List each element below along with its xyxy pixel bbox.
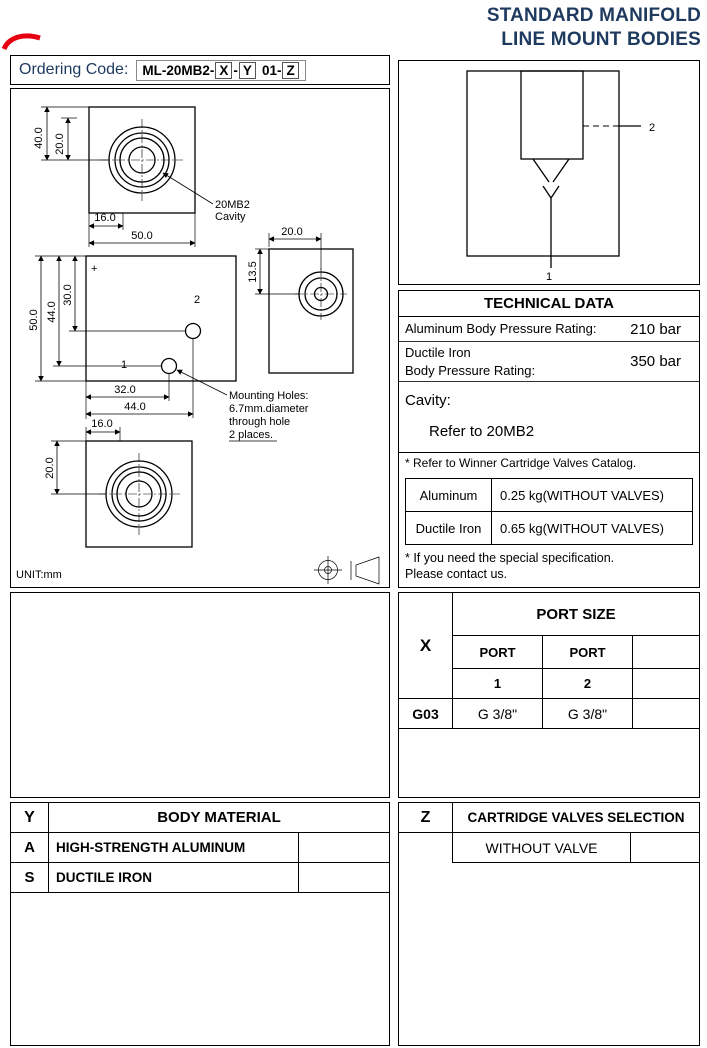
pressure-rating-ductile-label: Ductile Iron Body Pressure Rating:: [405, 344, 536, 378]
cavity-label: Cavity:: [405, 392, 451, 409]
port2-size-value: G 3/8": [543, 699, 633, 729]
pressure-rating-ductile-row: [399, 342, 699, 382]
projection-angle-icon: [351, 557, 379, 584]
empty-cell: [299, 863, 389, 893]
table-row: [406, 512, 693, 545]
front-view: [28, 256, 309, 441]
material-name-ductile: DUCTILE IRON: [49, 863, 299, 893]
dim-135-label: 13.5: [247, 261, 259, 283]
dim-44-front-h-label: 44.0: [124, 401, 146, 413]
front-port2-label: 2: [194, 294, 201, 306]
dim-50-top-label: 50.0: [131, 230, 153, 242]
port-size-table: [399, 593, 699, 729]
mounting-note-line3: through hole: [229, 416, 291, 428]
dim-20-bottom-label: 20.0: [44, 457, 56, 479]
empty-cell: [633, 699, 699, 729]
port2-number: 2: [543, 669, 633, 699]
mounting-note-line2: 6.7mm.diameter: [229, 403, 309, 415]
pressure-rating-ductile-value: 350 bar: [630, 353, 681, 370]
empty-cell: [631, 833, 699, 863]
code-prefix: ML-20MB2-: [142, 62, 215, 78]
weight-value-aluminum: 0.25 kg(WITHOUT VALVES): [492, 479, 693, 512]
valve-poppet-symbol: [533, 159, 569, 268]
code-x-box: X: [215, 62, 232, 79]
technical-drawing: [11, 89, 388, 586]
mounting-hole-lower: [162, 359, 177, 374]
dim-40-label: 40.0: [33, 127, 45, 149]
ordering-code-label: Ordering Code:: [19, 61, 129, 78]
cartridge-selection-table: [399, 803, 699, 863]
catalog-note: * Refer to Winner Cartridge Valves Catalog.: [399, 452, 699, 472]
cavity-value: Refer to 20MB2: [429, 423, 535, 440]
dim-32-label: 32.0: [114, 384, 136, 396]
bottom-view: [44, 418, 192, 547]
weight-table: [405, 478, 693, 545]
blank-panel: [10, 592, 390, 798]
dim-16-top-label: 16.0: [94, 212, 116, 224]
top-view: [33, 107, 250, 247]
port-size-key-x: X: [399, 593, 453, 699]
cartridge-title: CARTRIDGE VALVES SELECTION: [453, 803, 699, 833]
mounting-hole-upper: [186, 324, 201, 339]
dim-20-side-label: 20.0: [281, 226, 303, 238]
dim-50-front-label: 50.0: [28, 309, 40, 331]
special-spec-note: * If you need the special specification. Please contact us.: [405, 551, 615, 581]
manifold-envelope: [467, 71, 619, 256]
code-z-box: Z: [282, 62, 298, 79]
hydraulic-schematic-panel: [398, 60, 700, 285]
weight-value-ductile: 0.65 kg(WITHOUT VALVES): [492, 512, 693, 545]
ordering-code-value: [136, 60, 305, 81]
empty-cell: [399, 833, 453, 863]
side-view: [247, 226, 353, 373]
table-row: [406, 479, 693, 512]
brand-logo: [2, 30, 42, 52]
hydraulic-schematic: [399, 61, 698, 283]
cavity-callout-line1: 20MB2: [215, 199, 250, 211]
empty-cell: [299, 833, 389, 863]
weight-material-aluminum: Aluminum: [406, 479, 492, 512]
material-code-a: A: [11, 833, 49, 863]
technical-data-title: TECHNICAL DATA: [399, 291, 699, 317]
mounting-note-line1: Mounting Holes:: [229, 390, 309, 402]
body-material-key-y: Y: [11, 803, 49, 833]
title-line1: STANDARD MANIFOLD: [486, 5, 701, 26]
port-code-g03: G03: [399, 699, 453, 729]
datum-plus-mark: +: [91, 263, 98, 275]
unit-label: UNIT:mm: [16, 569, 62, 581]
body-material-title: BODY MATERIAL: [49, 803, 389, 833]
front-port1-label: 1: [121, 359, 128, 371]
body-material-section: [10, 802, 390, 1046]
dim-16-bottom-label: 16.0: [91, 418, 113, 430]
empty-cell: [633, 669, 699, 699]
technical-data-section: [398, 290, 700, 588]
cartridge-option-without-valve: WITHOUT VALVE: [453, 833, 631, 863]
dim-30-front-label: 30.0: [62, 284, 74, 306]
dim-20-top-label: 20.0: [54, 133, 66, 155]
port1-number: 1: [453, 669, 543, 699]
technical-drawing-panel: [10, 88, 390, 588]
material-name-aluminum: HIGH-STRENGTH ALUMINUM: [49, 833, 299, 863]
code-mid: 01-: [261, 62, 282, 78]
cartridge-key-z: Z: [399, 803, 453, 833]
port1-size-value: G 3/8": [453, 699, 543, 729]
port-size-header: PORT SIZE: [453, 593, 699, 636]
schematic-port1-label: 1: [546, 271, 553, 283]
weight-material-ductile: Ductile Iron: [406, 512, 492, 545]
page-title: [487, 4, 701, 52]
mounting-note-line4: 2 places.: [229, 429, 274, 441]
title-line2: LINE MOUNT BODIES: [501, 28, 701, 50]
pressure-rating-aluminum-value: 210 bar: [630, 320, 681, 338]
body-material-table: [11, 803, 389, 893]
dim-44-front-v-label: 44.0: [46, 301, 58, 323]
datum-target-icon: [314, 556, 342, 584]
empty-cell: [633, 636, 699, 669]
code-sep: -: [233, 62, 238, 78]
port1-header: PORT: [453, 636, 543, 669]
schematic-port2-label: 2: [649, 122, 656, 134]
cavity-body: [521, 71, 583, 159]
material-code-s: S: [11, 863, 49, 893]
ordering-code-section: [10, 55, 390, 85]
port2-header: PORT: [543, 636, 633, 669]
cavity-callout-line2: Cavity: [215, 211, 246, 223]
pressure-rating-aluminum-label: Aluminum Body Pressure Rating:: [405, 321, 597, 337]
code-y-box: Y: [239, 62, 256, 79]
port-size-section: [398, 592, 700, 798]
cartridge-selection-section: [398, 802, 700, 1046]
pressure-rating-aluminum-row: [399, 317, 699, 342]
